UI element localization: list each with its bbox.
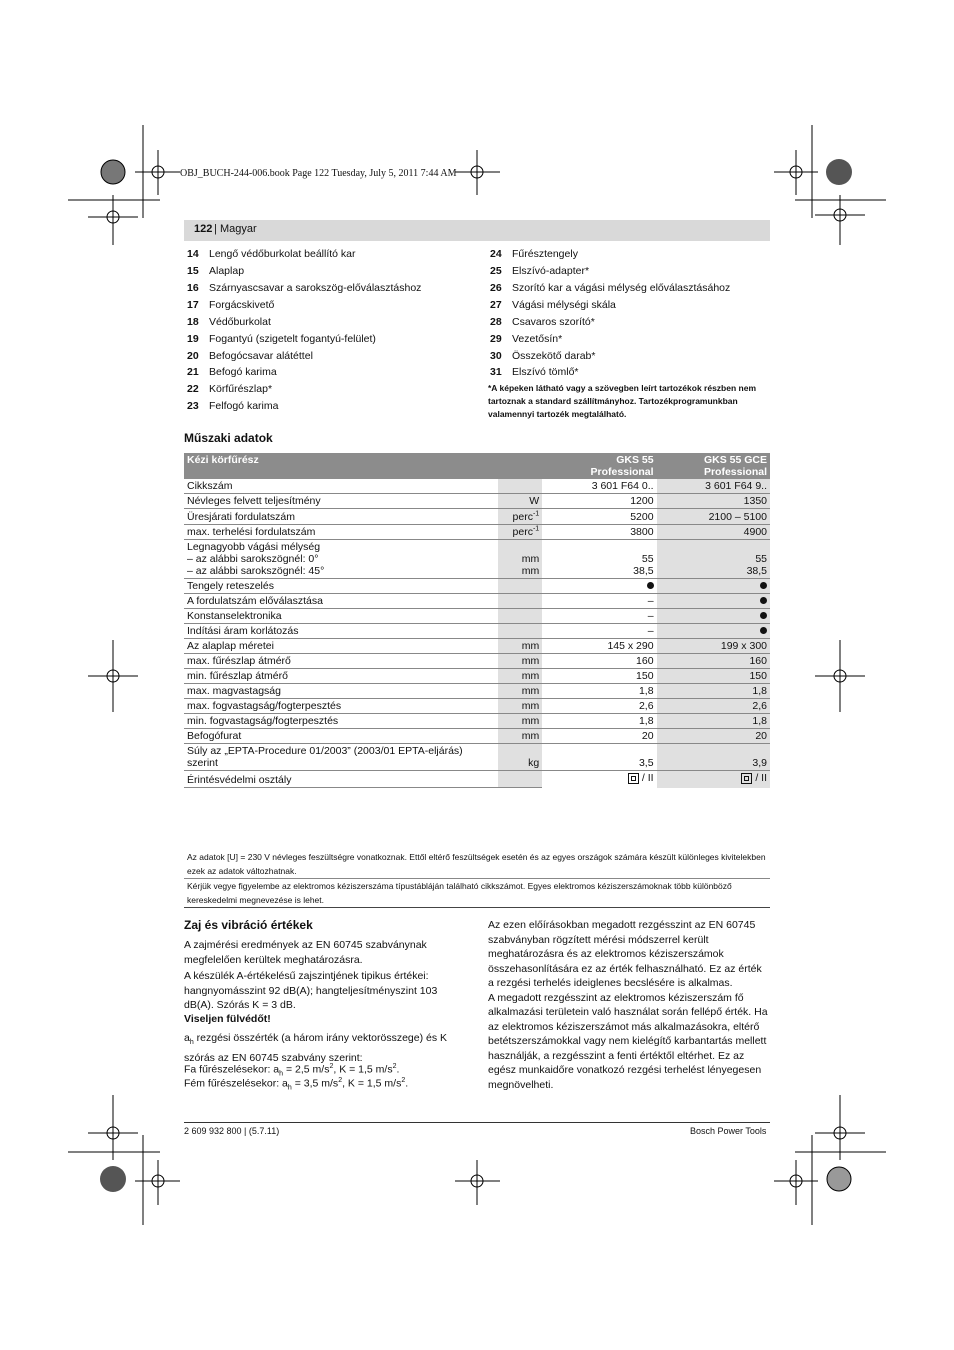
table-header-label: Kézi körfűrész <box>184 453 498 479</box>
table-row: Üresjárati fordulatszám perc$^{-1}$ 5200 2100 – 5100 <box>184 509 770 525</box>
table-row: max. terhelési fordulatszám perc$^{-1}$ 3800 4900 <box>184 524 770 540</box>
noise-values-paragraph: A készülék A-értékelésű zajszintjének tipikus értékei: hangnyomásszint 92 dB(A); hangteljesítményszint 103 dB(A). Szórás K = 3 dB. <box>184 970 438 1011</box>
table-row: A fordulatszám előválasztása – <box>184 594 770 609</box>
table-row: Konstanselektronika – <box>184 609 770 624</box>
list-item: 24 Fűrésztengely <box>490 248 578 260</box>
table-row: max. fogvastagság/fogterpesztés mm 2,6 2,6 <box>184 699 770 714</box>
accessory-note: *A képeken látható vagy a szövegben leírt tartozékok részben nem tartoznak a standard szállítmányhoz. Tartozékprogramunkban valamennyi tartozék megtalálható. <box>488 383 756 419</box>
print-slug: OBJ_BUCH-244-006.book Page 122 Tuesday, July 5, 2011 7:44 AM <box>180 168 457 179</box>
list-item: 26 Szorító kar a vágási mélység előválasztásához <box>490 282 731 294</box>
list-item: 16 Szárnyascsavar a sarokszög-előválasztáshoz <box>187 282 422 294</box>
feature-available-icon <box>760 627 767 634</box>
list-item: 25 Elszívó-adapter* <box>490 265 590 277</box>
list-item: 20 Befogócsavar alátéttel <box>187 350 313 362</box>
vibration-wood: Fa fűrészelésekor: $a_h = 2,5$ $m/s^2$, K = 1,5 $m/s^2$. <box>184 1063 400 1078</box>
list-item: 22 Körfűrészlap* <box>187 383 273 395</box>
table-header-model-1: GKS 55 Professional <box>542 453 656 479</box>
footer-doc-number: 2 609 932 800 | (5.7.11) <box>184 1126 280 1136</box>
protection-class-icon <box>628 773 639 784</box>
list-item: 14 Lengő védőburkolat beállító kar <box>187 248 356 260</box>
table-row: Befogófurat mm 20 20 <box>184 729 770 744</box>
table-row: min. fogvastagság/fogterpesztés mm 1,8 1,8 <box>184 714 770 729</box>
feature-available-icon <box>760 612 767 619</box>
vibration-explanation: Az ezen előírásokban megadott rezgésszint az EN 60745 szabványban rögzített mérési módszerrel került meghatározásra és az elektromos kéziszerszámok összehasonlítására ez az érték felhasználható. Ez az érték a rezgési terhelés ideiglenes becslésére is alkalmas. A megadott rezgésszint az elektromos kéziszerszám fő alkalmazási területein való használat során fellépő érték. Ha az elektromos kéziszerszámot más alkalmazásokra, eltérő betétszerszámokkal vagy nem kielégítő karbantartás mellett használják, a rezgésszint a fenti értéktől eltérhet. Ez az egész munkaidőre vonatkozó rezgési terhelést lényegesen megnövelheti. <box>488 919 768 1091</box>
table-row: Cikkszám 3 601 F64 0.. 3 601 F64 9.. <box>184 479 770 494</box>
list-item: 18 Védőburkolat <box>187 316 271 328</box>
table-row: max. magvastagság mm 1,8 1,8 <box>184 684 770 699</box>
list-item: 29 Vezetősín* <box>490 333 563 345</box>
footer-brand: Bosch Power Tools <box>690 1126 767 1136</box>
table-row: Tengely reteszelés <box>184 579 770 594</box>
feature-available-icon <box>760 582 767 589</box>
table-row: Névleges felvett teljesítmény W 1200 1350 <box>184 494 770 509</box>
protection-class-icon <box>741 773 752 784</box>
divider <box>184 907 770 908</box>
list-item: 31 Elszívó tömlő* <box>490 366 579 378</box>
page-number: 122 <box>194 223 213 235</box>
table-row: Érintésvédelmi osztály / II / II <box>184 771 770 788</box>
list-item: 30 Összekötő darab* <box>490 350 596 362</box>
list-item: 19 Fogantyú (szigetelt fogantyú-felület) <box>187 333 376 345</box>
noise-paragraph: A zajmérési eredmények az EN 60745 szabványnak megfelelően kerültek meghatározásra. <box>184 939 427 966</box>
tech-data-title: Műszaki adatok <box>184 431 273 445</box>
table-row: Legnagyobb vágási mélység – az alábbi sarokszögnél: 0° – az alábbi sarokszögnél: 45° mm mm 55 38,5 55 38,5 <box>184 540 770 579</box>
table-row: Az alaplap méretei mm 145 x 290 199 x 300 <box>184 639 770 654</box>
table-footnote-voltage: Az adatok [U] = 230 V névleges feszültségre vonatkoznak. Ettől eltérő feszültségek esetén és az egyes országok számára készült különleges kivitelekben ezek az adatok változhatnak. <box>187 852 766 876</box>
hearing-protection-warning: Viseljen fülvédőt! <box>184 1013 271 1025</box>
table-footnote-article: Kérjük vegye figyelembe az elektromos kéziszerszáma típustábláján található cikkszámot. Egyes elektromos kéziszerszámoknak több különböző kereskedelmi megnevezése is lehet. <box>187 881 732 905</box>
feature-available-icon <box>760 597 767 604</box>
list-item: 27 Vágási mélységi skála <box>490 299 616 311</box>
noise-section-title: Zaj és vibráció értékek <box>184 918 313 932</box>
vibration-metal: Fém fűrészelésekor: $a_h = 3,5$ $m/s^2$, K = 1,5 $m/s^2$. <box>184 1077 409 1092</box>
page-header <box>184 220 770 241</box>
header-language: Magyar <box>220 223 257 235</box>
tech-data-table <box>184 453 770 788</box>
list-item: 17 Forgácskivető <box>187 299 275 311</box>
table-row: Súly az „EPTA-Procedure 01/2003” (2003/01 EPTA-eljárás) szerint kg 3,5 3,9 <box>184 744 770 771</box>
feature-available-icon <box>647 582 654 589</box>
list-item: 23 Felfogó karima <box>187 400 279 412</box>
list-item: 21 Befogó karima <box>187 366 277 378</box>
table-header-model-2: GKS 55 GCE Professional <box>657 453 770 479</box>
table-row: Indítási áram korlátozás – <box>184 624 770 639</box>
table-row: min. fűrészlap átmérő mm 150 150 <box>184 669 770 684</box>
footer-rule <box>184 1122 770 1123</box>
list-item: 15 Alaplap <box>187 265 245 277</box>
table-row: max. fűrészlap átmérő mm 160 160 <box>184 654 770 669</box>
header-separator: | <box>214 223 217 235</box>
vibration-paragraph: $a_h$ rezgési összérték (a három irány vektorösszege) és K szórás az EN 60745 szabvány szerint: <box>184 1032 448 1064</box>
table-header-row <box>184 453 770 479</box>
list-item: 28 Csavaros szorító* <box>490 316 595 328</box>
